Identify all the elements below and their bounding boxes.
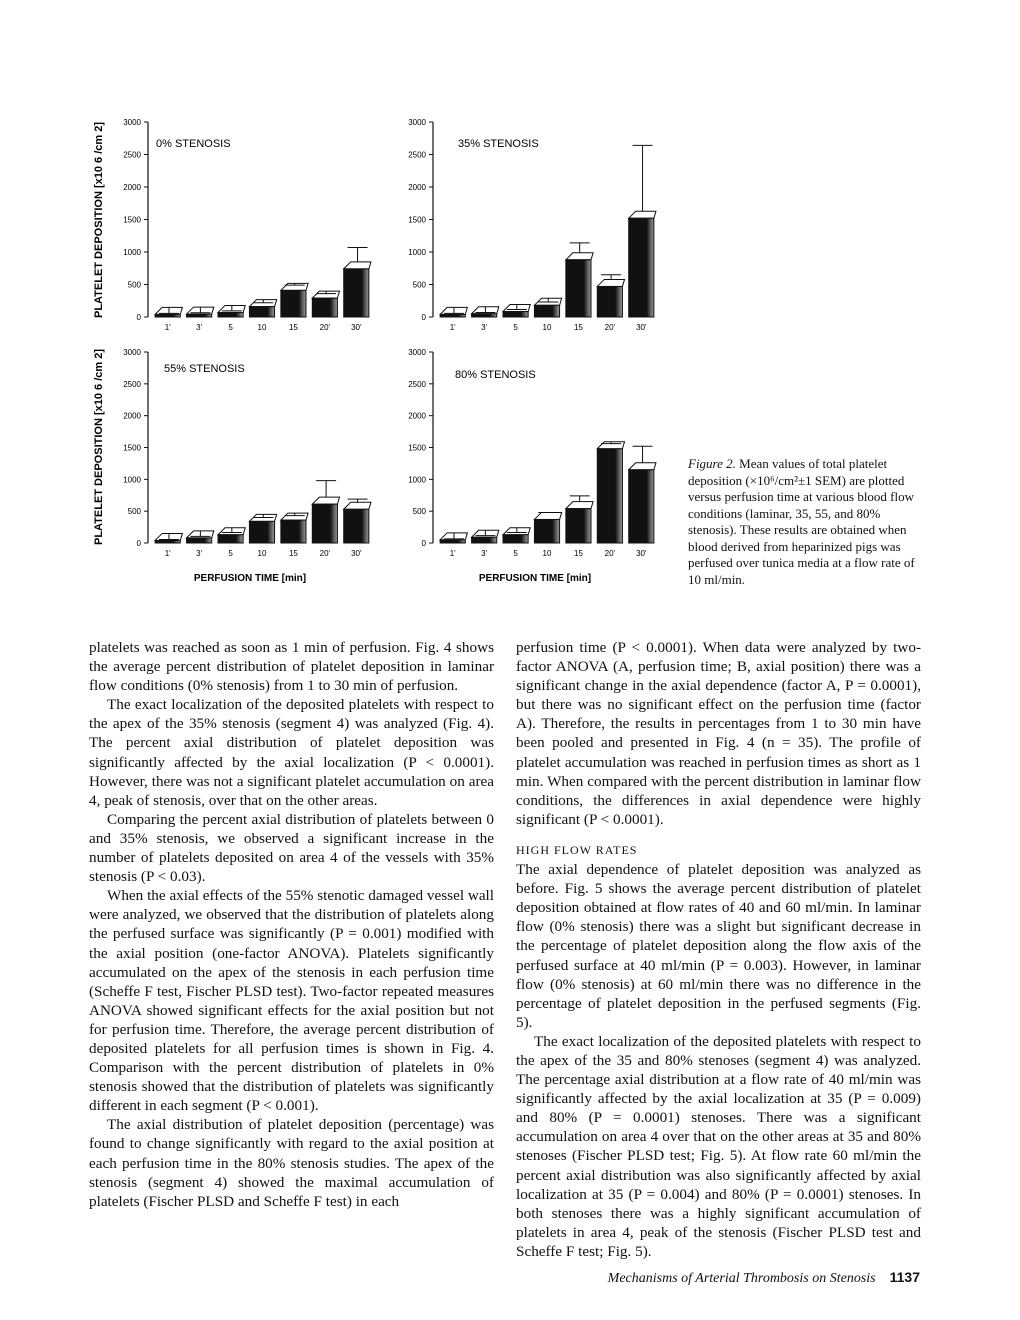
x-tick-label: 30' bbox=[636, 323, 647, 332]
y-tick-label: 500 bbox=[412, 507, 426, 517]
x-tick-label: 1' bbox=[449, 549, 456, 558]
bar-body bbox=[597, 449, 622, 543]
y-axis-label: PLATELET DEPOSITION [x10 6 /cm 2] bbox=[93, 348, 105, 546]
bar bbox=[566, 496, 593, 543]
x-tick-label: 5 bbox=[228, 323, 233, 332]
paragraph: The axial dependence of platelet deposition was analyzed as before. Fig. 5 shows the average percent distribution of platelet deposition obtained at flow rates of 40 and 60 ml/min. In laminar flow (0% stenosis) there was a slight but significant decrease in the percentage of platelet deposition along the flow axis of the perfused surface at 40 ml/min (P = 0.003). However, in laminar flow (0% stenosis) at 60 ml/min there was no difference in the percentage of platelet deposition in the perfused segments (Fig. 5). bbox=[516, 861, 921, 1031]
y-tick-label: 2500 bbox=[123, 379, 141, 389]
x-tick-label: 5 bbox=[228, 549, 233, 558]
bar-top bbox=[566, 502, 593, 509]
chart-panel-2 bbox=[408, 118, 656, 332]
bar bbox=[344, 499, 371, 543]
bar-body bbox=[249, 521, 274, 543]
bar-body bbox=[155, 314, 180, 317]
bar bbox=[503, 304, 530, 317]
x-tick-label: 10 bbox=[257, 323, 267, 332]
y-tick-label: 1500 bbox=[408, 215, 426, 225]
x-tick-label: 15 bbox=[573, 549, 583, 558]
bar bbox=[440, 533, 467, 543]
y-tick-label: 1500 bbox=[408, 443, 426, 453]
chart-panel-1 bbox=[93, 118, 371, 332]
panel-title: 0% STENOSIS bbox=[156, 138, 231, 150]
x-tick-label: 30' bbox=[351, 549, 362, 558]
y-tick-label: 0 bbox=[421, 539, 426, 548]
bar-body bbox=[281, 290, 306, 317]
bar bbox=[597, 442, 624, 543]
x-tick-label: 10 bbox=[542, 323, 552, 332]
y-tick-label: 500 bbox=[127, 507, 141, 517]
page-footer bbox=[560, 1269, 920, 1287]
bar bbox=[566, 243, 593, 317]
x-tick-label: 20' bbox=[319, 549, 331, 558]
caption-label: Figure 2. bbox=[688, 456, 736, 471]
bar-body bbox=[187, 538, 212, 543]
x-tick-label: 30' bbox=[351, 323, 362, 332]
bar-body bbox=[472, 537, 497, 543]
x-tick-label: 15 bbox=[288, 323, 298, 332]
bar-body bbox=[503, 311, 528, 317]
x-tick-label: 20' bbox=[604, 549, 616, 558]
paragraph: The exact localization of the deposited platelets with respect to the apex of the 35 and 80% stenoses (segment 4) was analyzed. The percentage axial distribution at a flow rate of 40 ml/min was significantly affected by the axial localization at 35 (P = 0.009) and 80% (P = 0.0001) stenoses. There was a significant accumulation on area 4 over that on the other areas at 35 and 80% stenoses (Fischer PLSD test; Fig. 5). At flow rate 60 ml/min the percent axial distribution was also significantly affected by axial localization at 35 (P = 0.004) and 80% (P = 0.0001) stenoses. In both stenoses there was a highly significant accumulation of platelets in area 4, peak of the stenosis (Fischer PLSD test and Scheffe F test; Fig. 5). bbox=[516, 1032, 921, 1260]
y-tick-label: 2500 bbox=[123, 150, 141, 160]
bar bbox=[597, 275, 624, 317]
bar-body bbox=[534, 519, 559, 543]
bar bbox=[472, 530, 499, 543]
y-tick-label: 2000 bbox=[123, 183, 141, 192]
section-heading: HIGH FLOW RATES bbox=[516, 842, 638, 857]
y-tick-label: 2500 bbox=[408, 150, 426, 160]
x-axis-label: PERFUSION TIME [min] bbox=[478, 573, 592, 584]
bar bbox=[344, 247, 371, 317]
bar-top bbox=[344, 502, 371, 509]
bar-body bbox=[440, 314, 465, 317]
x-tick-label: 10 bbox=[542, 549, 552, 558]
y-tick-label: 3000 bbox=[123, 118, 141, 127]
y-tick-label: 3000 bbox=[123, 348, 141, 357]
bar-body bbox=[249, 307, 274, 317]
bar-body bbox=[503, 535, 528, 543]
x-tick-label: 20' bbox=[319, 323, 331, 332]
x-tick-label: 10 bbox=[257, 549, 267, 558]
x-tick-label: 15 bbox=[573, 323, 583, 332]
bar bbox=[281, 513, 308, 543]
y-tick-label: 2500 bbox=[408, 379, 426, 389]
running-title: Mechanisms of Arterial Thrombosis on Stenosis bbox=[607, 1271, 876, 1286]
bar bbox=[187, 307, 214, 317]
bar-body bbox=[155, 540, 180, 543]
chart-panel-4 bbox=[408, 348, 656, 584]
bar bbox=[440, 307, 467, 317]
bar-body bbox=[344, 269, 369, 317]
y-tick-label: 1000 bbox=[408, 248, 426, 257]
x-tick-label: 1' bbox=[449, 323, 456, 332]
y-tick-label: 0 bbox=[136, 313, 141, 322]
bar-body bbox=[281, 520, 306, 543]
page-number: 1137 bbox=[889, 1269, 920, 1285]
bar-top bbox=[312, 497, 339, 504]
bar-top bbox=[629, 211, 656, 218]
x-tick-label: 1' bbox=[164, 323, 171, 332]
paragraph: The axial distribution of platelet deposition (percentage) was found to change significantly with regard to the axial position at each perfusion time in the 80% stenosis studies. The apex of the stenosis (segment 4) showed the maximal accumulation of platelets (Fischer PLSD and Scheffe F test) in each bbox=[89, 1116, 494, 1210]
bar-body bbox=[312, 298, 337, 317]
bar-top bbox=[534, 512, 561, 519]
right-column bbox=[516, 638, 921, 1261]
y-tick-label: 1000 bbox=[123, 475, 141, 485]
bar bbox=[629, 145, 656, 317]
bar-body bbox=[629, 470, 654, 543]
x-tick-label: 5 bbox=[513, 549, 518, 558]
y-tick-label: 0 bbox=[421, 313, 426, 322]
bar-body bbox=[534, 305, 559, 317]
y-tick-label: 1500 bbox=[123, 443, 141, 453]
bar bbox=[187, 531, 214, 543]
bar bbox=[155, 307, 182, 317]
bar-body bbox=[218, 312, 243, 317]
panel-title: 55% STENOSIS bbox=[164, 363, 245, 375]
bar bbox=[503, 528, 530, 543]
bar bbox=[218, 528, 245, 543]
figure-caption bbox=[688, 456, 924, 588]
bar-body bbox=[597, 286, 622, 317]
y-tick-label: 3000 bbox=[408, 348, 426, 357]
x-tick-label: 20' bbox=[604, 323, 616, 332]
x-tick-label: 30' bbox=[636, 549, 647, 558]
x-tick-label: 3' bbox=[196, 549, 203, 558]
bar-body bbox=[472, 314, 497, 317]
bar bbox=[312, 481, 339, 543]
bar-body bbox=[344, 509, 369, 543]
y-tick-label: 2000 bbox=[123, 411, 141, 421]
bar-body bbox=[629, 218, 654, 317]
y-tick-label: 1000 bbox=[408, 475, 426, 485]
bar-body bbox=[218, 535, 243, 543]
x-tick-label: 1' bbox=[164, 549, 171, 558]
chart-panel-3 bbox=[93, 348, 371, 584]
bar bbox=[629, 446, 656, 543]
x-tick-label: 5 bbox=[513, 323, 518, 332]
bar bbox=[249, 514, 276, 543]
bar bbox=[249, 300, 276, 317]
x-tick-label: 15 bbox=[288, 549, 298, 558]
bar bbox=[312, 291, 339, 317]
y-tick-label: 2000 bbox=[408, 411, 426, 421]
bar bbox=[534, 298, 561, 317]
paragraph: perfusion time (P < 0.0001). When data were analyzed by two-factor ANOVA (A, perfusion time; B, axial position) there was a significant change in the axial dependence (factor A, P = 0.0001), but there was no significant effect on the perfusion time (factor A). Therefore, the results in percentages from 1 to 30 min have been pooled and presented in Fig. 4 (n = 35). The profile of platelet accumulation was reached in perfusion times as short as 1 min. When compared with the percent distribution in laminar flow conditions, the differences in axial dependence were highly significant (P < 0.0001). bbox=[516, 639, 921, 828]
paragraph: platelets was reached as soon as 1 min of perfusion. Fig. 4 shows the average percent distribution of platelet deposition in laminar flow conditions (0% stenosis) from 1 to 30 min of perfusion. bbox=[89, 639, 494, 695]
bar-top bbox=[566, 253, 593, 260]
paragraph: Comparing the percent axial distribution of platelets between 0 and 35% stenosis, we observed a significant increase in the number of platelets deposited on area 4 of the vessels with 35% stenosis (P < 0.03). bbox=[89, 810, 494, 886]
x-tick-label: 3' bbox=[196, 323, 203, 332]
panel-title: 80% STENOSIS bbox=[455, 369, 536, 381]
bar bbox=[218, 305, 245, 317]
y-tick-label: 0 bbox=[136, 539, 141, 548]
x-tick-label: 3' bbox=[481, 323, 488, 332]
bar bbox=[472, 307, 499, 317]
y-tick-label: 1000 bbox=[123, 248, 141, 257]
x-axis-label: PERFUSION TIME [min] bbox=[193, 573, 307, 584]
bar-body bbox=[187, 314, 212, 317]
bar-body bbox=[566, 509, 591, 543]
y-tick-label: 3000 bbox=[408, 118, 426, 127]
x-tick-label: 3' bbox=[481, 549, 488, 558]
caption-text: Mean values of total platelet deposition (×10⁶/cm²±1 SEM) are plotted versus perfusion time at various blood flow conditions (laminar, 35, 55, and 80% stenosis). These results are obtained when blood derived from heparinized pigs was perfused over tunica media at a flow rate of 10 ml/min. bbox=[688, 456, 915, 587]
paragraph: When the axial effects of the 55% stenotic damaged vessel wall were analyzed, we observed that the distribution of platelets along the perfused surface was significantly (P = 0.001) modified with the axial position (one-factor ANOVA). Platelets significantly accumulated on the apex of the stenosis in each perfusion time (Scheffe F test, Fischer PLSD test). Two-factor repeated measures ANOVA showed significant effects for the axial position but not for perfusion time. Therefore, the average percent distribution of deposited platelets for all perfusion times is shown in Fig. 4. Comparison with the percent distribution of platelets in 0% stenosis showed that the distribution of platelets was significantly different in each segment (P < 0.001). bbox=[89, 887, 494, 1115]
left-column bbox=[89, 638, 494, 1211]
bar-top bbox=[597, 279, 624, 286]
bar-body bbox=[312, 504, 337, 543]
paragraph: The exact localization of the deposited platelets with respect to the apex of the 35% stenosis (segment 4) was analyzed (Fig. 4). The percent axial distribution of platelet deposition was significantly affected by the axial localization (P < 0.0001). However, there was not a significant platelet accumulation on area 4, peak of stenosis, over that on the other areas. bbox=[89, 696, 494, 809]
y-axis-label: PLATELET DEPOSITION [x10 6 /cm 2] bbox=[93, 121, 105, 319]
bar-body bbox=[440, 540, 465, 543]
y-tick-label: 1500 bbox=[123, 215, 141, 225]
bar bbox=[534, 512, 561, 543]
bar bbox=[155, 533, 182, 543]
panel-title: 35% STENOSIS bbox=[458, 138, 539, 150]
y-tick-label: 500 bbox=[412, 280, 426, 290]
bar bbox=[281, 283, 308, 317]
bar-body bbox=[566, 260, 591, 317]
y-tick-label: 500 bbox=[127, 280, 141, 290]
y-tick-label: 2000 bbox=[408, 183, 426, 192]
bar-top bbox=[629, 463, 656, 470]
bar-top bbox=[344, 262, 371, 269]
